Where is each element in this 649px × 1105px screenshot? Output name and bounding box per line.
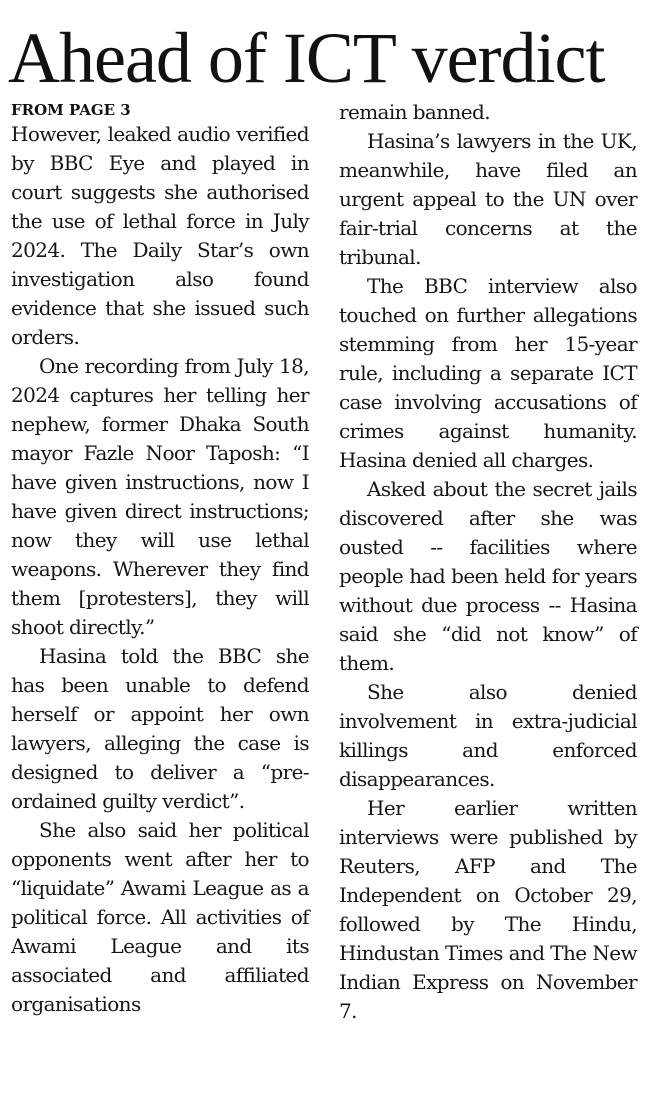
article-column-left xyxy=(11,100,309,1019)
paragraph: Asked about the secret jails discovered after she was ousted -- facilities where people had been held for years without due process -- Hasina said she “did not know” of them. xyxy=(339,477,637,675)
paragraph: She also said her political opponents went after her to “liquidate” Awami League as a political force. All activities of Awami League and its associated and affiliated organisations xyxy=(11,818,309,1016)
paragraph-continued: remain banned. xyxy=(339,100,491,124)
paragraph: Hasina told the BBC she has been unable to defend herself or appoint her own lawyers, alleging the case is designed to deliver a “pre-ordained guilty verdict”. xyxy=(11,644,309,813)
paragraph: However, leaked audio verified by BBC Eye and played in court suggests she authorised the use of lethal force in July 2024. The Daily Star’s own investigation also found evidence that she issued such orders. xyxy=(11,122,309,349)
paragraph: One recording from July 18, 2024 captures her telling her nephew, former Dhaka South mayor Fazle Noor Taposh: “I have given instructions, now I have given direct instructions; now they will use lethal weapons. Wherever they find them [protesters], they will shoot directly.” xyxy=(11,354,309,639)
headline: Ahead of ICT verdict xyxy=(8,18,605,98)
continuation-kicker: FROM PAGE 3 xyxy=(11,101,131,119)
paragraph: Her earlier written interviews were published by Reuters, AFP and The Independent on October 29, followed by The Hindu, Hindustan Times and The New Indian Express on November 7. xyxy=(339,796,637,1023)
paragraph: Hasina’s lawyers in the UK, meanwhile, have filed an urgent appeal to the UN over fair-trial concerns at the tribunal. xyxy=(339,129,637,269)
paragraph: She also denied involvement in extra-judicial killings and enforced disappearances. xyxy=(339,680,637,791)
article-column-right xyxy=(339,98,637,1026)
paragraph: The BBC interview also touched on further allegations stemming from her 15-year rule, including a separate ICT case involving accusations of crimes against humanity. Hasina denied all charges. xyxy=(339,274,637,472)
